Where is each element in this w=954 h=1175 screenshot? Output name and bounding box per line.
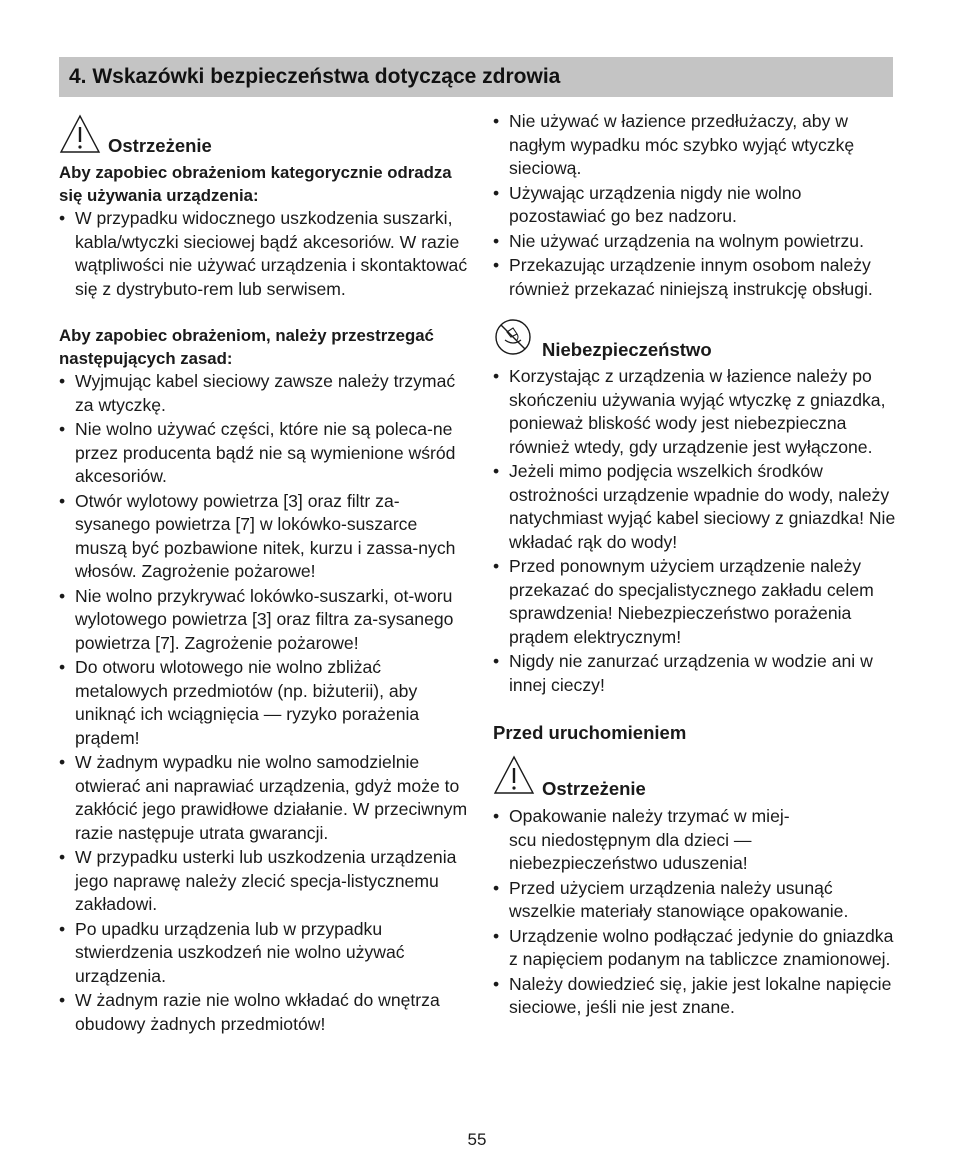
list-item: • Nie wolno używać części, które nie są poleca-ne przez producenta bądź nie są wymienione wśród akcesoriów.: [59, 418, 469, 489]
page-number: 55: [467, 1130, 487, 1149]
list-item: • Jeżeli mimo podjęcia wszelkich środków ostrożności urządzenie wpadnie do wody, należy natychmiast wyjąć kabel sieciowy z gniazdka! Nie wkładać rąk do wody!: [493, 460, 898, 554]
list-item: • W przypadku usterki lub uszkodzenia urządzenia jego naprawę należy zlecić specja-listycznemu zakładowi.: [59, 846, 469, 917]
list-item: • Opakowanie należy trzymać w miej-scu niedostępnym dla dzieci — niebezpieczeństwo uduszenia!: [493, 805, 793, 876]
list-item: • W żadnym wypadku nie wolno samodzielnie otwierać ani naprawiać urządzenia, gdyż może to zakłócić jego prawidłowe działanie. W przeciwnym razie następuje utrata gwarancji.: [59, 751, 469, 845]
warning-title-2: Ostrzeżenie: [542, 778, 646, 799]
warning-heading: [59, 110, 469, 158]
warning-triangle-icon: [493, 755, 535, 795]
danger-title: Niebezpieczeństwo: [542, 339, 712, 360]
list-item: • W przypadku widocznego uszkodzenia suszarki, kabla/wtyczki sieciowej bądź akcesoriów. W razie wątpliwości nie używać urządzenia i skontaktować się z dystrybuto-rem lub serwisem.: [59, 207, 469, 301]
right-column: [493, 110, 898, 1021]
list-item: • Po upadku urządzenia lub w przypadku stwierdzenia uszkodzeń nie wolno używać urządzenia.: [59, 918, 469, 989]
list-item: • Przed użyciem urządzenia należy usunąć wszelkie materiały stanowiące opakowanie.: [493, 877, 898, 924]
left-column: [59, 110, 469, 1037]
bullet-list-top: [493, 110, 898, 301]
list-item: • Należy dowiedzieć się, jakie jest lokalne napięcie sieciowe, jeśli nie jest znane.: [493, 973, 898, 1020]
warning-heading-2: [493, 755, 898, 801]
bullet-list-2: [59, 370, 469, 1036]
bullet-list-1: [59, 207, 469, 301]
warning-triangle-icon: [59, 114, 101, 154]
list-item: • Używając urządzenia nigdy nie wolno pozostawiać go bez nadzoru.: [493, 182, 898, 229]
warning-title: Ostrzeżenie: [108, 135, 212, 156]
list-item: • Nigdy nie zanurzać urządzenia w wodzie ani w innej cieczy!: [493, 650, 898, 697]
list-item: • Korzystając z urządzenia w łazience należy po skończeniu używania wyjąć wtyczkę z gniazdka, ponieważ bliskość wody jest niebezpieczna również wtedy, gdy urządzenie jest wyłączone.: [493, 365, 898, 459]
list-item: • Wyjmując kabel sieciowy zawsze należy trzymać za wtyczkę.: [59, 370, 469, 417]
intro-bold-2: Aby zapobiec obrażeniom, należy przestrzegać następujących zasad:: [59, 326, 434, 368]
section-header-bar: [59, 57, 893, 97]
list-item: • Do otworu wlotowego nie wolno zbliżać metalowych przedmiotów (np. biżuterii), aby uniknąć ich wciągnięcia — ryzyko porażenia prądem!: [59, 656, 469, 750]
before-start-heading: Przed uruchomieniem: [493, 722, 687, 743]
list-item: • Przed ponownym użyciem urządzenie należy przekazać do specjalistycznego zakładu celem sprawdzenia! Niebezpieczeństwo porażenia prądem elektrycznym!: [493, 555, 898, 649]
danger-heading: [493, 318, 898, 362]
intro-bold-1: Aby zapobiec obrażeniom kategorycznie odradza się używania urządzenia:: [59, 163, 452, 205]
list-item: • Przekazując urządzenie innym osobom należy również przekazać niniejszą instrukcję obsługi.: [493, 254, 898, 301]
list-item: • Nie używać w łazience przedłużaczy, aby w nagłym wypadku móc szybko wyjąć wtyczkę sieciową.: [493, 110, 898, 181]
list-item: • Otwór wylotowy powietrza [3] oraz filtr za-sysanego powietrza [7] w lokówko-suszarce muszą być pozbawione nitek, kurzu i zassa-nych włosów. Zagrożenie pożarowe!: [59, 490, 469, 584]
no-water-icon: [493, 318, 535, 356]
danger-bullet-list: [493, 365, 898, 697]
before-bullet-list: [493, 805, 898, 1020]
list-item: • Nie używać urządzenia na wolnym powietrzu.: [493, 230, 898, 254]
section-title: 4. Wskazówki bezpieczeństwa dotyczące zdrowia: [69, 65, 561, 88]
list-item: • Urządzenie wolno podłączać jedynie do gniazdka z napięciem podanym na tabliczce znamionowej.: [493, 925, 898, 972]
list-item: • Nie wolno przykrywać lokówko-suszarki, ot-woru wylotowego powietrza [3] oraz filtra za-sysanego powietrza [7]. Zagrożenie pożarowe!: [59, 585, 469, 656]
list-item: • W żadnym razie nie wolno wkładać do wnętrza obudowy żadnych przedmiotów!: [59, 989, 469, 1036]
